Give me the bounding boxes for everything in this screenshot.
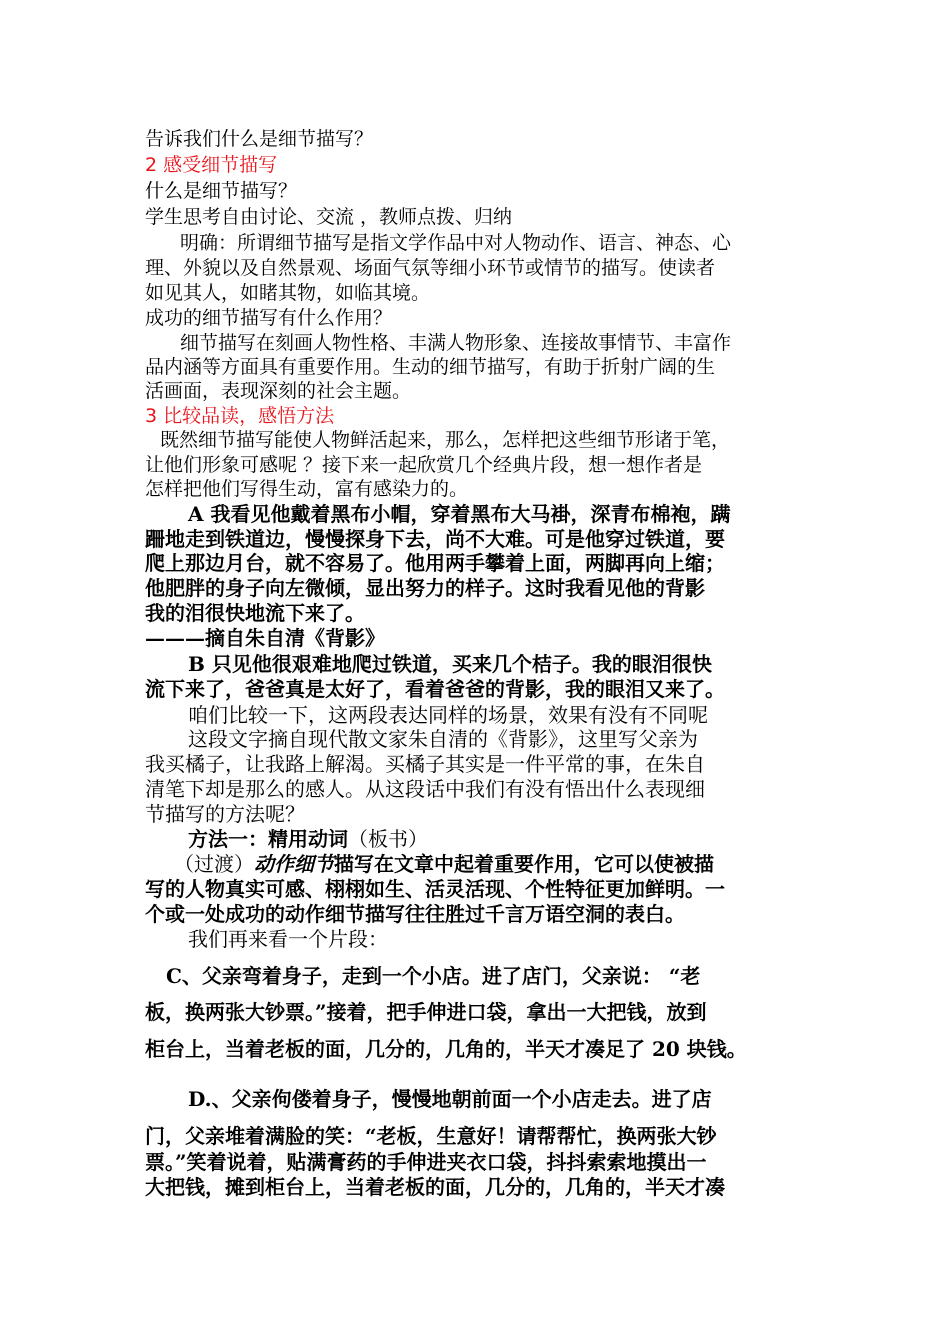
body-line: 如见其人，如睹其物，如临其境。 (145, 282, 431, 304)
body-line: 细节描写在刻画人物性格、丰满人物形象、连接故事情节、丰富作 (180, 332, 732, 354)
excerpt-d-line: 门，父亲堆着满脸的笑：“老板，生意好！请帮帮忙，换两张大钞 (145, 1124, 717, 1148)
excerpt-b-line: B 只见他很艰难地爬过铁道，买来几个桔子。我的眼泪很快 (188, 652, 712, 676)
body-line: 节描写的方法呢？ (145, 802, 305, 826)
excerpt-a-line: 爬上那边月台，就不容易了。他用两手攀着上面，两脚再向上缩； (145, 551, 725, 575)
question-line: 告诉我们什么是细节描写？ (145, 128, 374, 150)
transition-label: （过渡） (174, 852, 254, 876)
excerpt-d-line: 票。”笑着说着，贴满膏药的手伸进夹衣口袋，抖抖索索地摸出一 (145, 1150, 707, 1174)
excerpt-a-line: 我的泪很快地流下来了。 (145, 601, 365, 625)
question-line: 成功的细节描写有什么作用？ (145, 307, 393, 329)
body-line: 既然细节描写能使人物鲜活起来，那么，怎样把这些细节形诸于笔， (160, 429, 731, 451)
body-line: 我买橘子，让我路上解渴。买橘子其实是一件平常的事，在朱自 (145, 752, 705, 776)
body-line: 活画面，表现深刻的社会主题。 (145, 380, 412, 402)
excerpt-c-line: 板，换两张大钞票。”接着，把手伸进口袋，拿出一大把钱，放到 (145, 1000, 707, 1024)
excerpt-a-line: A 我看见他戴着黑布小帽，穿着黑布大马褂，深青布棉袍，蹒 (188, 502, 731, 526)
body-line: 理、外貌以及自然景观、场面气氛等细小环节或情节的描写。使读者 (145, 257, 716, 279)
body-line: 清笔下却是那么的感人。从这段话中我们有没有悟出什么表现细 (145, 777, 705, 801)
excerpt-c-line: 柜台上，当着老板的面，几分的，几角的，半天才凑足了 20 块钱。 (145, 1037, 747, 1061)
board-note: （板书） (348, 827, 428, 851)
excerpt-a-line: 跚地走到铁道边，慢慢探身下去，尚不大难。可是他穿过铁道，要 (145, 527, 725, 551)
excerpt-b-line: 流下来了，爸爸真是太好了，看着爸爸的背影，我的眼泪又来了。 (145, 677, 725, 701)
excerpt-source: ———摘自朱自清《背影》 (145, 626, 385, 650)
body-line: 个或一处成功的动作细节描写往往胜过千言万语空洞的表白。 (145, 902, 685, 926)
body-line: 写的人物真实可感、栩栩如生、活灵活现、个性特征更加鲜明。一 (145, 877, 725, 901)
body-line: 我们再来看一个片段： (188, 927, 388, 951)
body-line: 品内涵等方面具有重要作用。生动的细节描写，有助于折射广阔的生 (145, 356, 716, 378)
excerpt-d-line: D.、父亲佝偻着身子，慢慢地朝前面一个小店走去。进了店 (188, 1087, 712, 1111)
section-heading-3: 3 比较品读，感悟方法 (145, 405, 335, 427)
excerpt-d-line: 大把钱，摊到柜台上，当着老板的面，几分的，几角的，半天才凑 (145, 1175, 725, 1199)
action-detail-term: 动作细节 (254, 852, 334, 876)
body-line: 明确：所谓细节描写是指文学作品中对人物动作、语言、神态、心 (180, 232, 732, 254)
section-heading-2: 2 感受细节描写 (145, 154, 278, 176)
body-line: 这段文字摘自现代散文家朱自清的《背影》，这里写父亲为 (188, 727, 698, 751)
excerpt-a-line: 他肥胖的身子向左微倾，显出努力的样子。这时我看见他的背影 (145, 576, 705, 600)
body-line: 让他们形象可感呢 ？接下来一起欣赏几个经典片段，想一想作者是 (145, 454, 703, 476)
body-line: 学生思考自由讨论、交流 ，教师点拨、归纳 (145, 206, 513, 228)
question-line: 什么是细节描写？ (145, 180, 298, 202)
body-line: 怎样把他们写得生动，富有感染力的。 (145, 478, 469, 500)
excerpt-c-line: C、父亲弯着身子，走到一个小店。进了店门，父亲说： “老 (166, 964, 701, 988)
method-one-label: 方法一：精用动词 (188, 827, 348, 851)
body-line: 咱们比较一下，这两段表达同样的场景，效果有没有不同呢 (188, 703, 708, 727)
transition-text: 描写在文章中起着重要作用，它可以使被描 (334, 852, 714, 876)
